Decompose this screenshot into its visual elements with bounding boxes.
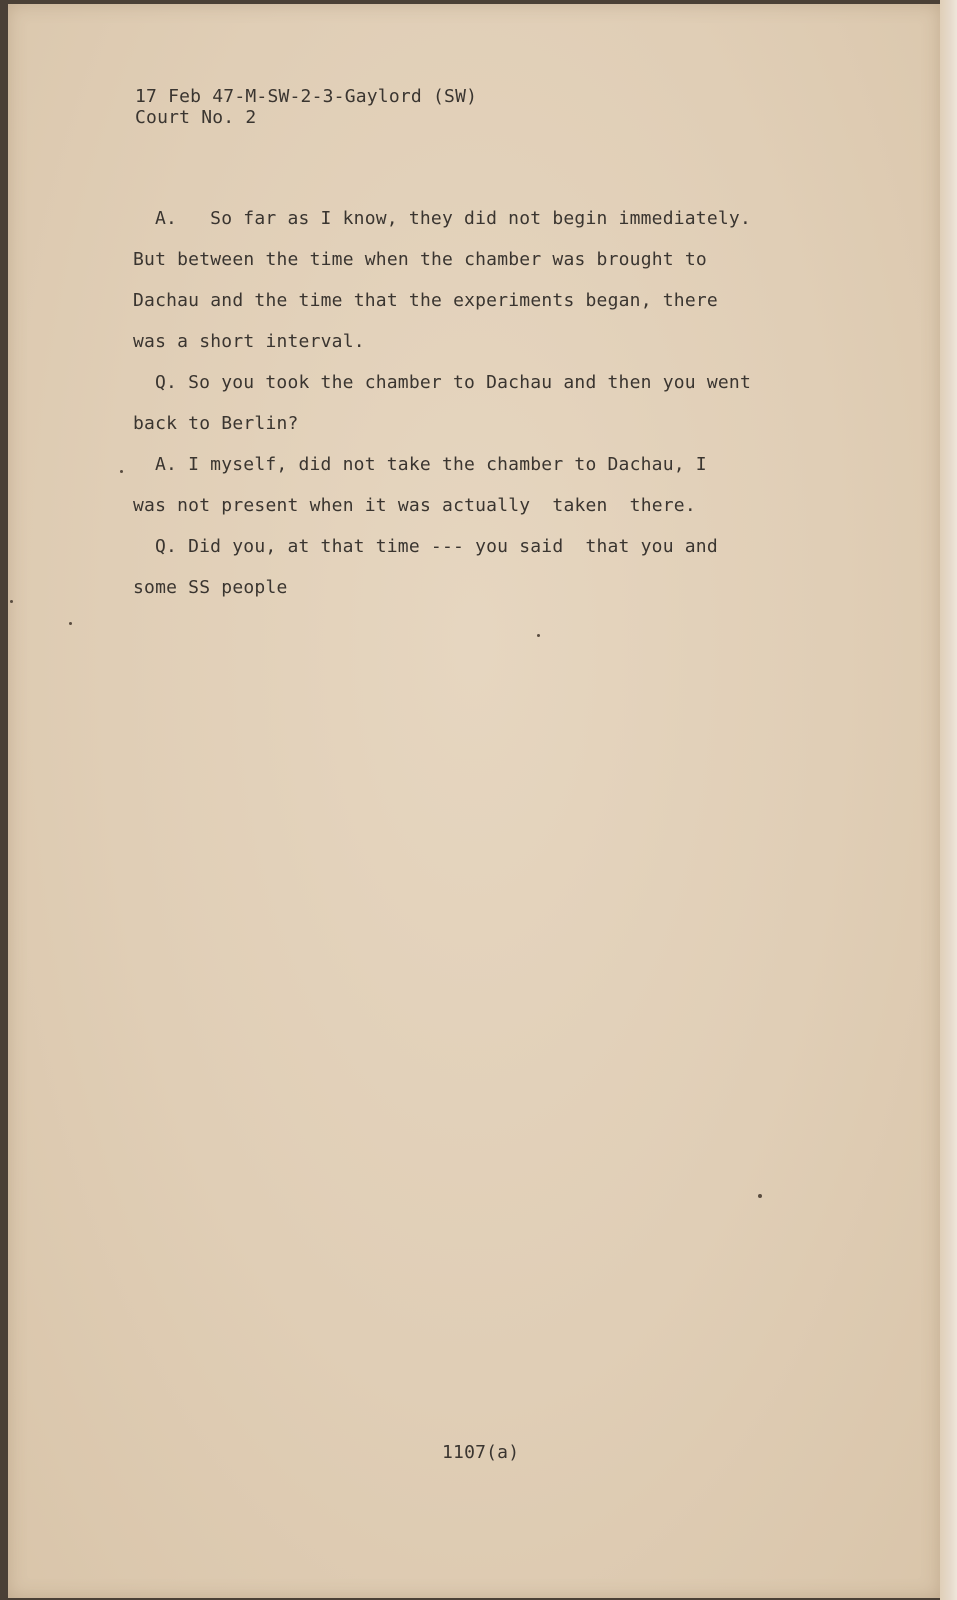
header-reference: 17 Feb 47-M-SW-2-3-Gaylord (SW) (135, 86, 478, 107)
transcript-line: some SS people (133, 577, 288, 598)
transcript-line: But between the time when the chamber was brought to (133, 249, 707, 270)
transcript-line: Q. So you took the chamber to Dachau and then you went (155, 372, 751, 393)
document-page (8, 4, 940, 1598)
paper-speck (537, 634, 540, 637)
paper-speck (758, 1194, 762, 1198)
paper-speck (69, 622, 72, 625)
transcript-line: was not present when it was actually taken there. (133, 495, 696, 516)
header-court: Court No. 2 (135, 107, 257, 128)
paper-speck (120, 470, 123, 473)
paper-speck (10, 600, 13, 603)
transcript-line: Dachau and the time that the experiments began, there (133, 290, 718, 311)
transcript-line: Q. Did you, at that time --- you said that you and (155, 536, 718, 557)
page-number: 1107(a) (442, 1442, 520, 1463)
transcript-line: was a short interval. (133, 331, 365, 352)
transcript-line: A. So far as I know, they did not begin immediately. (155, 208, 751, 229)
transcript-line: A. I myself, did not take the chamber to Dachau, I (155, 454, 707, 475)
transcript-line: back to Berlin? (133, 413, 299, 434)
paper-edge (940, 0, 957, 1600)
